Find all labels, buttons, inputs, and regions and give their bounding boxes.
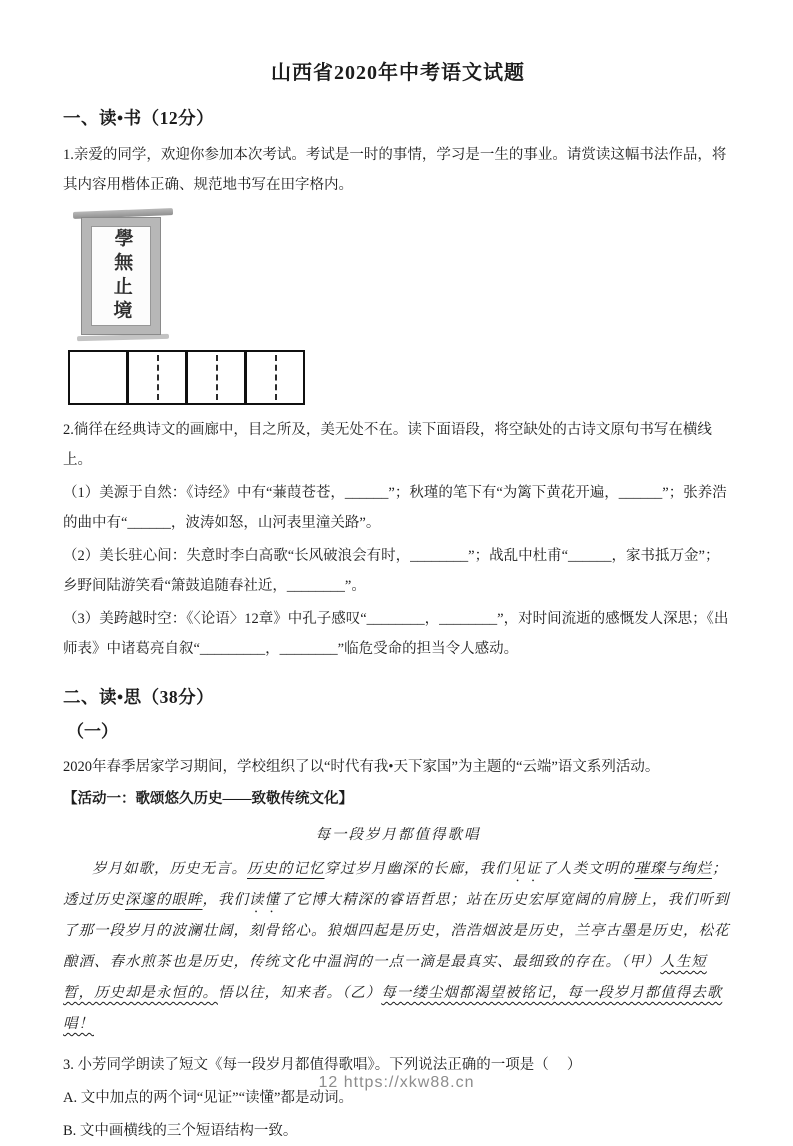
- grid-cell: [70, 352, 129, 403]
- grid-cell: [188, 352, 247, 403]
- scroll-frame: [81, 217, 161, 335]
- question-1-text: 1.亲爱的同学，欢迎你参加本次考试。考试是一时的事情，学习是一生的事业。请赏读这幅书法作品，将其内容用楷体正确、规范地书写在田字格内。: [63, 147, 727, 193]
- question-2-item-1: （1）美源于自然：《诗经》中有“蒹葭苍苍，______”；秋瑾的笔下有“为篱下黄花开遍，______”；张养浩的曲中有“______，波涛如怒，山河表里潼关路”。: [63, 485, 727, 531]
- essay-run: 璀璨与绚烂: [634, 861, 712, 877]
- question-2-item-2: （2）美长驻心间：失意时李白高歌“长风破浪会有时，________”；战乱中杜甫“______，家书抵万金”；乡野间陆游笑看“箫鼓追随春社近，________”。: [63, 548, 720, 594]
- question-3-text: 3. 小芳同学朗读了短文《每一段岁月都值得歌唱》。下列说法正确的一项是（ ）: [63, 1057, 582, 1073]
- section-1-heading: 一、读•书（12分）: [63, 108, 215, 128]
- question-2-item-3: （3）美跨越时空：《〈论语〉12章》中孔子感叹“________，________”，对时间流逝的感慨发人深思；《出师表》中诸葛亮自叙“_________，________”临危受命的担当令人感动。: [63, 611, 729, 657]
- grid-cell: [247, 352, 303, 403]
- essay-run: ，我们: [202, 892, 249, 908]
- activity-intro-text: 2020年春季居家学习期间，学校组织了以“时代有我•天下家国”为主题的“云端”语文系列活动。: [63, 759, 660, 775]
- essay-run: 人生短暂，历史却是永恒的。: [63, 954, 707, 1001]
- essay-run: 每一缕尘烟都渴望被铭记，每一段岁月都值得去歌唱！: [63, 985, 723, 1032]
- scroll-inner-panel: [91, 226, 151, 326]
- essay-run: 读懂: [249, 892, 280, 908]
- essay-run: 岁月如歌，历史无言。: [92, 861, 247, 877]
- section-2-heading: 二、读•思（38分）: [63, 687, 215, 707]
- question-3-option-b: B. 文中画横线的三个短语结构一致。: [63, 1123, 298, 1139]
- page-footer: 12 https://xkw88.cn: [318, 1074, 475, 1091]
- essay-run: 悟以往，知来者。（乙）: [218, 985, 382, 1001]
- essay-paragraph: [63, 854, 733, 1040]
- essay-run: 深邃的眼眸: [125, 892, 203, 908]
- essay-title: 每一段岁月都值得歌唱: [315, 827, 481, 843]
- essay-run: 了它博大精深的睿语哲思；站在历史宏厚宽阔的肩膀上，我们听到了那一段岁月的波澜壮阔，刻骨铭心。狼烟四起是历史，浩浩烟波是历史，兰亭古墨是历史，松花酿酒、春水煎茶也是历史，传统文化中温润的一点一滴是最真实、最细致的存在。（甲）: [63, 892, 730, 970]
- essay-run: 见证: [510, 861, 542, 877]
- calligraphy-scroll-image: [71, 210, 181, 342]
- essay-run: ；透过历史: [63, 861, 728, 908]
- question-2-text: 2.徜徉在经典诗文的画廊中，目之所及，美无处不在。读下面语段，将空缺处的古诗文原句书写在横线上。: [63, 422, 712, 468]
- grid-cell: [129, 352, 188, 403]
- question-3-option-a: A. 文中加点的两个词“见证”“读懂”都是动词。: [63, 1090, 353, 1106]
- part-one-label: （一）: [67, 722, 118, 741]
- calligraphy-text: 學無止境: [109, 227, 133, 325]
- essay-run: 历史的记忆: [247, 861, 325, 877]
- activity-banner: 【活动一：歌颂悠久历史——致敬传统文化】: [63, 791, 353, 807]
- page-title: 山西省2020年中考语文试题: [271, 62, 525, 84]
- tianzige-writing-grid: [68, 350, 305, 405]
- essay-run: 了人类文明的: [541, 861, 635, 877]
- essay-run: 穿过岁月幽深的长廊，我们: [324, 861, 511, 877]
